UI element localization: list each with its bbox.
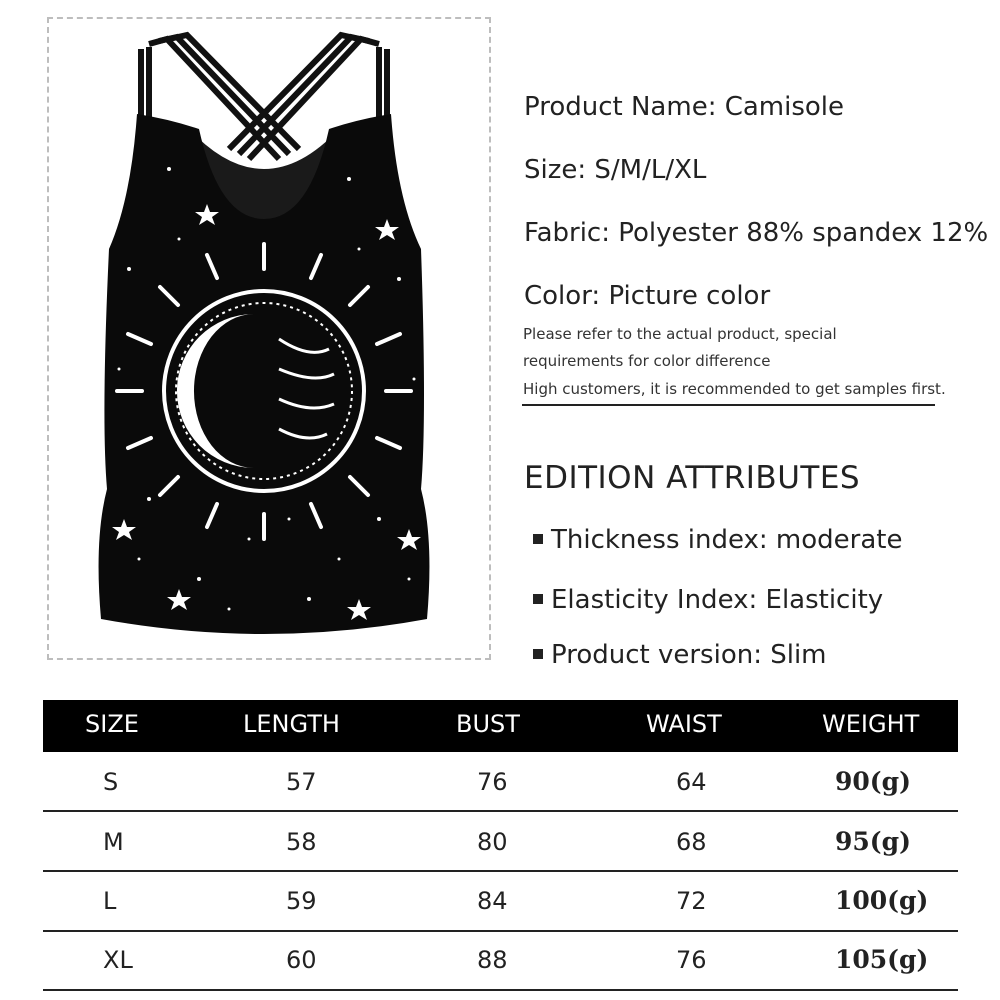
- product-size: Size: S/M/L/XL: [524, 155, 707, 185]
- cell-length: 58: [286, 828, 317, 856]
- product-color: Color: Picture color: [524, 281, 771, 311]
- cell-weight: 100(g): [835, 886, 929, 915]
- header-size: SIZE: [85, 710, 139, 738]
- header-weight: WEIGHT: [822, 710, 920, 738]
- edition-attributes-title: EDITION ATTRIBUTES: [524, 460, 861, 496]
- attribute-label: Thickness index: moderate: [551, 525, 903, 555]
- bullet-icon: [533, 649, 543, 659]
- attribute-label: Product version: Slim: [551, 640, 827, 670]
- bullet-icon: [533, 534, 543, 544]
- color-note-line-2: requirements for color difference: [523, 352, 771, 370]
- cell-waist: 64: [676, 768, 707, 796]
- product-name: Product Name: Camisole: [524, 92, 845, 122]
- attribute-label: Elasticity Index: Elasticity: [551, 585, 884, 615]
- product-photo-frame: [47, 17, 491, 660]
- note-divider: [522, 404, 935, 406]
- cell-size: XL: [103, 946, 133, 974]
- cell-weight: 90(g): [835, 767, 911, 796]
- cell-waist: 72: [676, 887, 707, 915]
- cell-size: L: [103, 887, 117, 915]
- header-length: LENGTH: [243, 710, 340, 738]
- cell-weight: 95(g): [835, 827, 911, 856]
- cell-length: 60: [286, 946, 317, 974]
- cell-length: 57: [286, 768, 317, 796]
- attribute-thickness: [533, 525, 902, 555]
- cell-length: 59: [286, 887, 317, 915]
- cell-size: M: [103, 828, 124, 856]
- cell-bust: 80: [477, 828, 508, 856]
- attribute-elasticity: [533, 585, 883, 615]
- cell-bust: 88: [477, 946, 508, 974]
- cell-bust: 84: [477, 887, 508, 915]
- color-note-line-1: Please refer to the actual product, special: [523, 325, 837, 343]
- cell-waist: 68: [676, 828, 707, 856]
- cell-size: S: [103, 768, 119, 796]
- product-fabric: Fabric: Polyester 88% spandex 12%: [524, 218, 989, 248]
- header-bust: BUST: [456, 710, 520, 738]
- attribute-version: [533, 640, 827, 670]
- header-waist: WAIST: [646, 710, 722, 738]
- cell-bust: 76: [477, 768, 508, 796]
- color-note-line-3: High customers, it is recommended to get samples first.: [523, 380, 946, 398]
- bullet-icon: [533, 594, 543, 604]
- camisole-image: [49, 19, 489, 658]
- cell-waist: 76: [676, 946, 707, 974]
- cell-weight: 105(g): [835, 945, 929, 974]
